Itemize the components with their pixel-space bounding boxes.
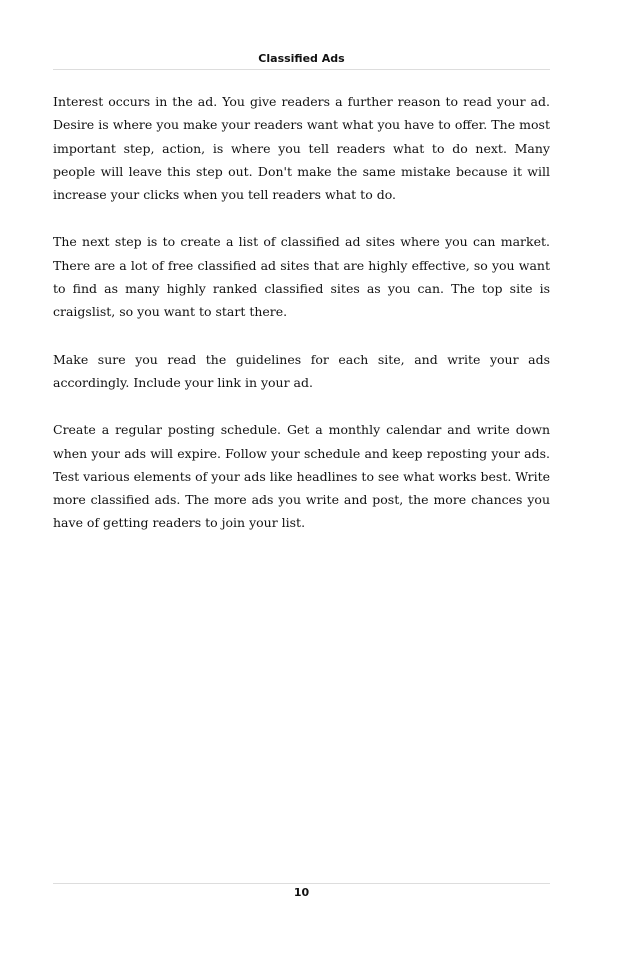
paragraph-3: Make sure you read the guidelines for each site, and write your ads accordingly. Include your link in your ad. xyxy=(53,351,550,390)
footer-divider xyxy=(53,883,550,884)
paragraph-1: Interest occurs in the ad. You give readers a further reason to read your ad. Desire is where you make your readers want what you have to offer. The most important step, action, is where you tell readers what to do next. Many people will leave this step out. Don't make the same mistake because it will increase your clicks when you tell readers what to do. xyxy=(53,94,550,203)
running-header: Classified Ads xyxy=(258,52,345,65)
page-number: 10 xyxy=(293,886,310,899)
body-text xyxy=(53,90,550,559)
paragraph-2: The next step is to create a list of classified ad sites where you can market. There are a lot of free classified ad sites that are highly effective, so you want to find as many highly ranked classified sites as you can. The top site is craigslist, so you want to start there. xyxy=(53,234,550,320)
header-divider xyxy=(53,69,550,70)
paragraph-4: Create a regular posting schedule. Get a monthly calendar and write down when your ads will expire. Follow your schedule and keep reposting your ads. Test various elements of your ads like headlines to see what works best. Write more classified ads. The more ads you write and post, the more chances you have of getting readers to join your list. xyxy=(53,422,550,531)
